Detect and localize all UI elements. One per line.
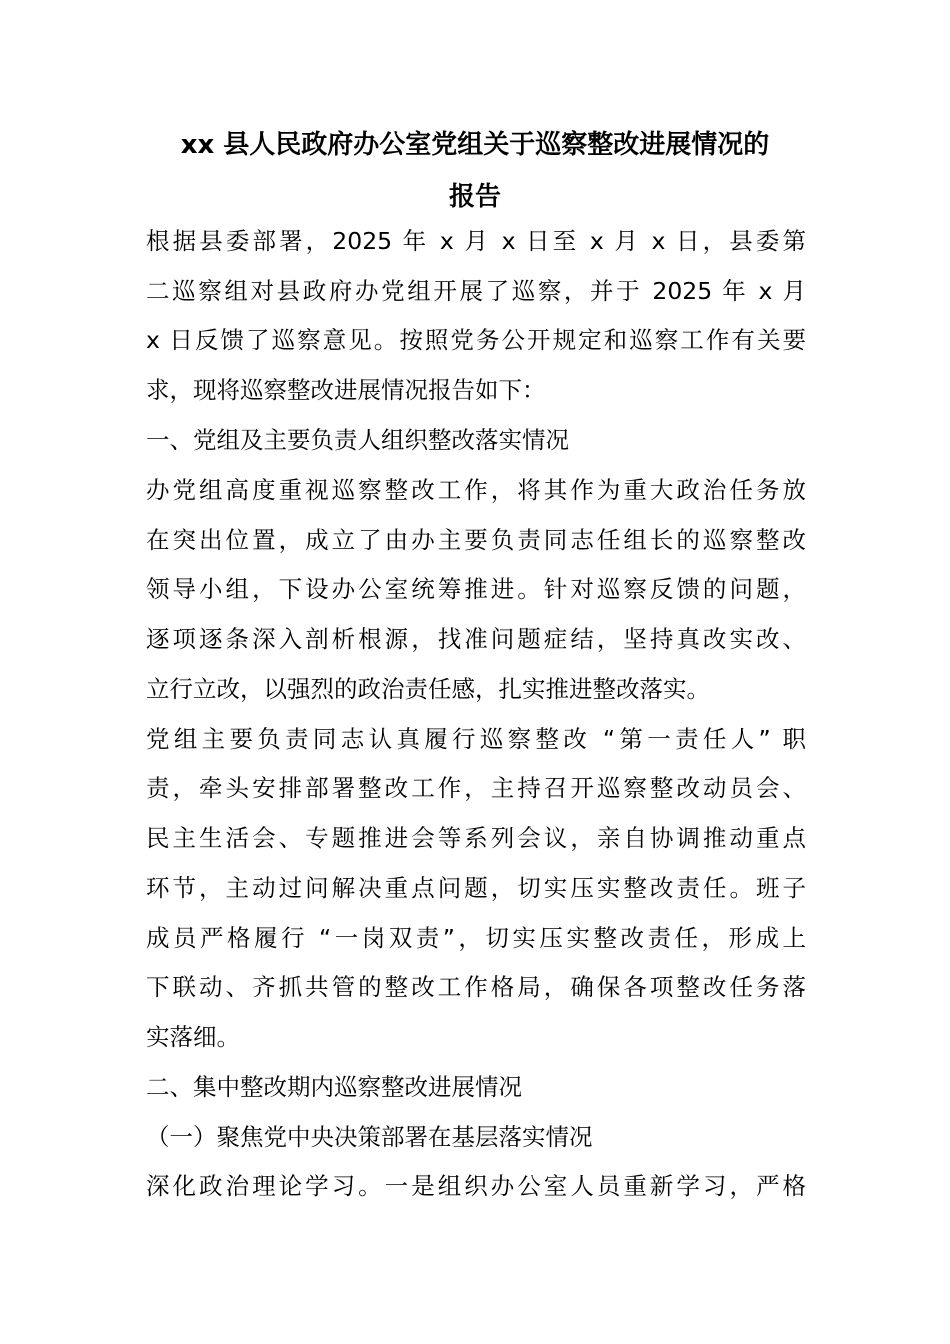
paragraph-line: 深化政治理论学习。一是组织办公室人员重新学习，严格 <box>146 1172 806 1200</box>
paragraph-line: x 日反馈了巡察意见。按照党务公开规定和巡察工作有关要 <box>146 326 806 354</box>
paragraph-line: 责，牵头安排部署整改工作，主持召开巡察整改动员会、 <box>146 774 806 802</box>
subsection-heading: （一）聚焦党中央决策部署在基层落实情况 <box>146 1123 593 1151</box>
section-heading: 二、集中整改期内巡察整改进展情况 <box>146 1073 522 1101</box>
paragraph-line: 领导小组，下设办公室统筹推进。针对巡察反馈的问题， <box>146 575 806 603</box>
paragraph-line: 民主生活会、专题推进会等系列会议，亲自协调推动重点 <box>146 824 806 852</box>
paragraph-line: 实落细。 <box>146 1023 240 1051</box>
section-heading: 一、党组及主要负责人组织整改落实情况 <box>146 426 569 454</box>
paragraph-line: 逐项逐条深入剖析根源，找准问题症结，坚持真改实改、 <box>146 625 806 653</box>
paragraph-line: 二巡察组对县政府办党组开展了巡察，并于 2025 年 x 月 <box>146 277 806 305</box>
paragraph-line: 在突出位置，成立了由办主要负责同志任组长的巡察整改 <box>146 526 806 554</box>
paragraph-line: 办党组高度重视巡察整改工作，将其作为重大政治任务放 <box>146 476 806 504</box>
paragraph-line: 立行立改，以强烈的政治责任感，扎实推进整改落实。 <box>146 675 710 703</box>
paragraph-line: 求，现将巡察整改进展情况报告如下： <box>146 376 546 404</box>
paragraph-line: 下联动、齐抓共管的整改工作格局，确保各项整改任务落 <box>146 973 806 1001</box>
document-title-line-2: 报告 <box>448 182 501 212</box>
paragraph-line: 环节，主动过问解决重点问题，切实压实整改责任。班子 <box>146 874 806 902</box>
paragraph-line: 成员严格履行 “一岗双责”，切实压实整改责任，形成上 <box>146 924 806 952</box>
paragraph-line: 根据县委部署，2025 年 x 月 x 日至 x 月 x 日，县委第 <box>146 227 806 255</box>
document-title-line-1: xx 县人民政府办公室党组关于巡察整改进展情况的 <box>180 130 770 160</box>
paragraph-line: 党组主要负责同志认真履行巡察整改 “第一责任人” 职 <box>146 725 806 753</box>
